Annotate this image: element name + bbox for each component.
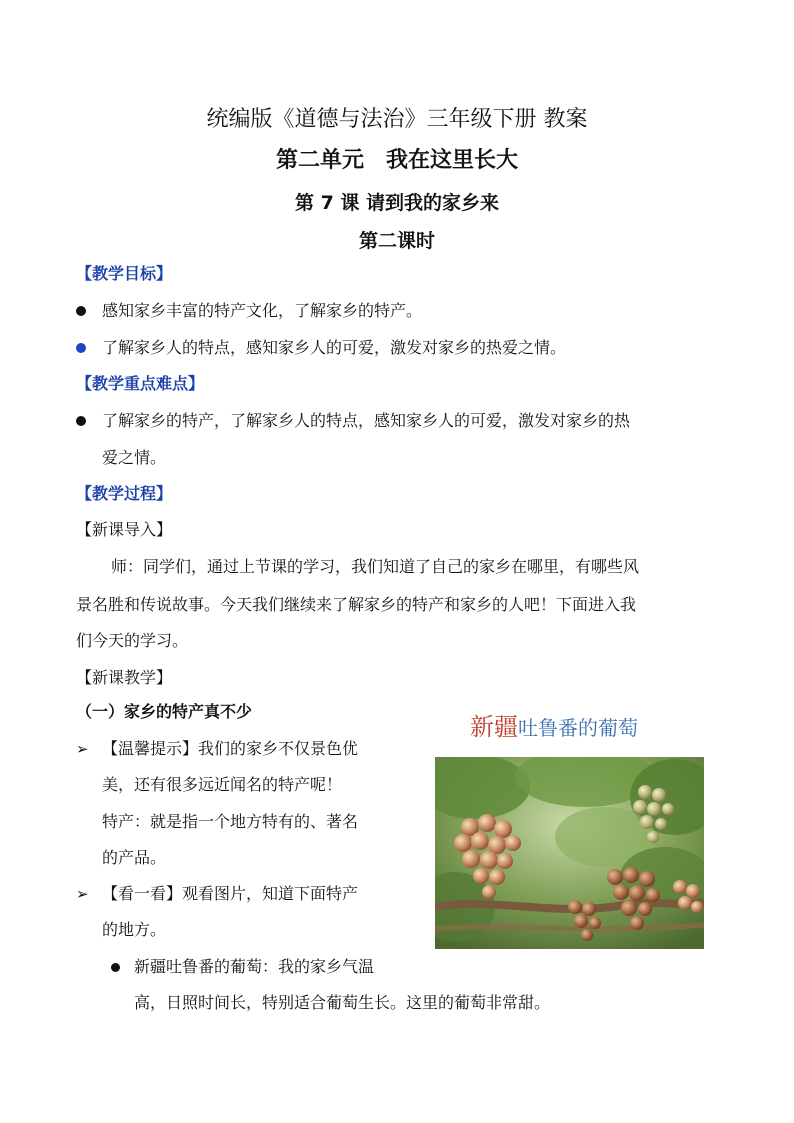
tip-line-2: 美，还有很多远近闻名的特产呢！	[102, 775, 343, 794]
intro-line-2: 景名胜和传说故事。今天我们继续来了解家乡的特产和家乡的人吧！下面进入我	[76, 595, 637, 614]
key-points-heading: 【教学重点难点】	[76, 374, 205, 393]
bullet-icon	[111, 963, 120, 972]
intro-heading: 【新课导入】	[76, 520, 173, 539]
bullet-icon	[76, 343, 86, 353]
key-points-line-1: 了解家乡的特产，了解家乡人的特点，感知家乡人的可爱，激发对家乡的热	[102, 411, 631, 430]
goals-heading: 【教学目标】	[76, 264, 173, 283]
look-line-1: 【看一看】观看图片，知道下面特产	[102, 884, 359, 903]
tip-line-3: 特产：就是指一个地方特有的、著名	[102, 812, 359, 831]
image-caption-text: 吐鲁番的葡萄	[518, 716, 638, 740]
period-title: 第二课时	[358, 230, 435, 252]
arrow-bullet-icon: ➢	[76, 740, 89, 758]
intro-line-3: 们今天的学习。	[76, 631, 189, 650]
image-caption	[470, 712, 638, 743]
lesson-title: 第 7 课 请到我的家乡来	[294, 192, 500, 214]
teach-heading: 【新课教学】	[76, 668, 173, 687]
look-line-2: 的地方。	[102, 920, 167, 939]
document-title: 统编版《道德与法治》三年级下册 教案	[206, 107, 588, 132]
goal-item-1: 感知家乡丰富的特产文化，了解家乡的特产。	[102, 301, 423, 320]
goal-item-2: 了解家乡人的特点，感知家乡人的可爱，激发对家乡的热爱之情。	[102, 338, 567, 357]
unit-title: 第二单元 我在这里长大	[275, 148, 518, 173]
arrow-bullet-icon: ➢	[76, 885, 89, 903]
image-caption-region: 新疆	[470, 713, 518, 741]
grape-illustration	[435, 757, 704, 949]
grape-line-2: 高，日照时间长，特别适合葡萄生长。这里的葡萄非常甜。	[134, 993, 551, 1012]
tip-line-1: 【温馨提示】我们的家乡不仅景色优	[102, 739, 359, 758]
bullet-icon	[76, 306, 86, 316]
grape-line-1: 新疆吐鲁番的葡萄：我的家乡气温	[134, 957, 375, 976]
grape-photo	[435, 757, 704, 949]
tip-line-4: 的产品。	[102, 848, 167, 867]
part1-heading: （一）家乡的特产真不少	[76, 702, 253, 721]
bullet-icon	[76, 416, 86, 426]
key-points-line-2: 爱之情。	[102, 448, 167, 467]
process-heading: 【教学过程】	[76, 484, 173, 503]
intro-line-1: 师：同学们，通过上节课的学习，我们知道了自己的家乡在哪里，有哪些风	[111, 557, 640, 576]
